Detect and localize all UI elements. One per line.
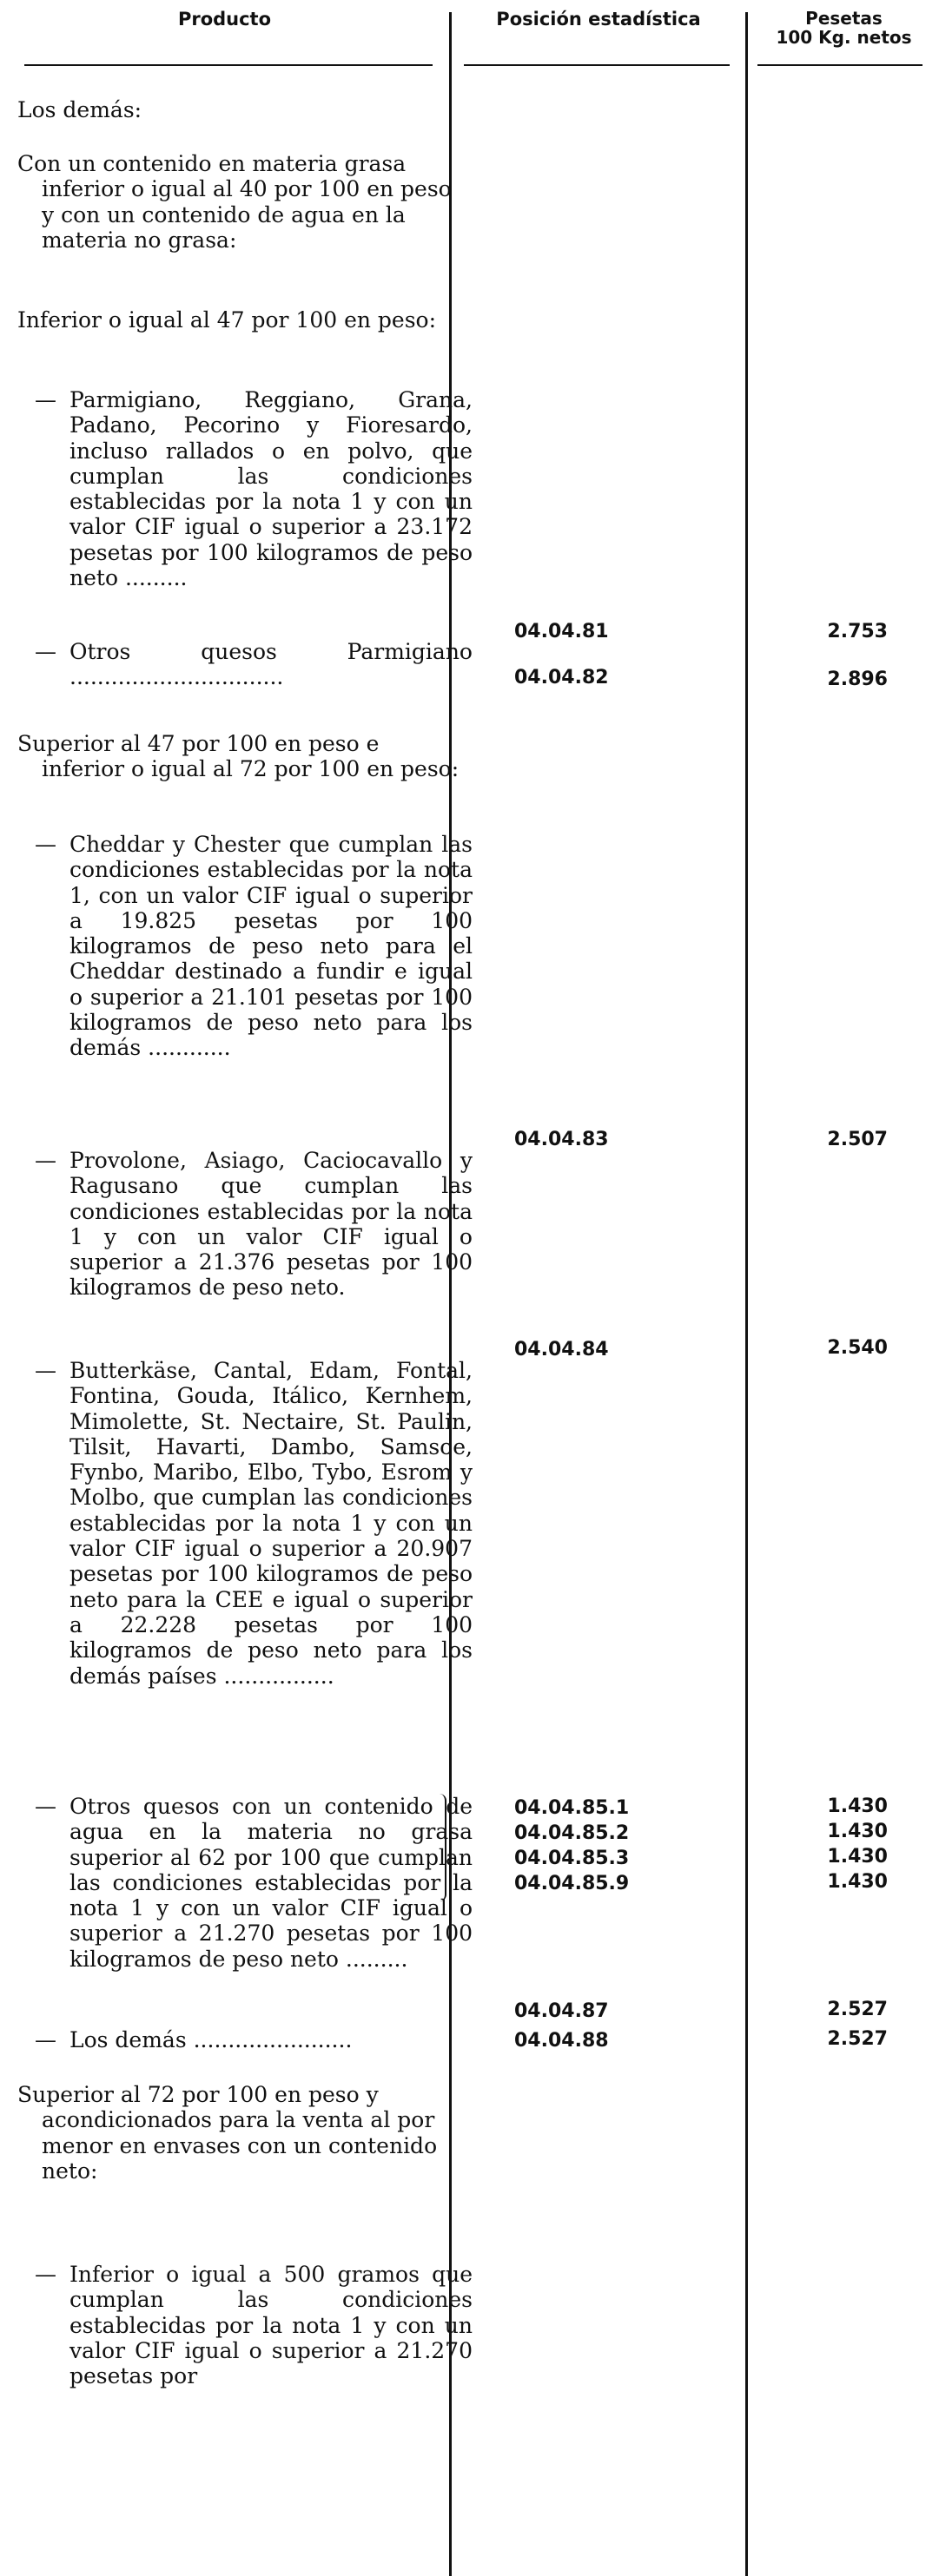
price-value: 1.430: [827, 1846, 888, 1868]
item-dash: —: [35, 2262, 56, 2287]
item-text: Otros quesos con un contenido de agua en la materia no grasa superior al 62 por 100 que cumplan las condiciones establecidas por la nota 1 y con un valor CIF igual o superior a 21.270 pesetas por 100 kilogramos de peso neto .........: [69, 1794, 473, 1972]
position-code: 04.04.81: [514, 621, 609, 642]
column-header-pesetas-line1: Pesetas: [805, 8, 883, 29]
list-item-los-demas: [35, 2027, 473, 2052]
position-code: 04.04.84: [514, 1339, 609, 1360]
column-header-producto: Producto: [177, 9, 272, 30]
header-rule-posicion: [464, 64, 730, 66]
item-text: Los demás .......................: [69, 2027, 353, 2052]
section-heading-los-demas: Los demás:: [17, 97, 142, 122]
section-heading-materia-grasa: Con un contenido en materia grasa inferior o igual al 40 por 100 en peso y con un contenido de agua en la materia no grasa:: [17, 151, 452, 253]
item-text: Cheddar y Chester que cumplan las condiciones establecidas por la nota 1, con un valor CIF igual o superior a 19.825 pesetas por 100 kilogramos de peso neto para el Cheddar destinado a fundir e igual o superior a 21.101 pesetas por 100 kilogramos de peso neto para los demás ............: [69, 832, 473, 1061]
price-value: 2.527: [827, 2028, 888, 2050]
position-code: 04.04.85.1: [514, 1797, 630, 1819]
item-text: Otros quesos Parmigiano ...............................: [69, 639, 473, 690]
list-item-inferior-500: [35, 2262, 473, 2388]
header-rule-pesetas: [757, 64, 922, 66]
list-item-provolone: [35, 1148, 473, 1301]
list-item-cheddar: [35, 832, 473, 1061]
price-value: 1.430: [827, 1871, 888, 1893]
position-code: 04.04.88: [514, 2030, 609, 2052]
item-dash: —: [35, 1794, 56, 1819]
list-item-parmigiano: [35, 387, 473, 590]
price-value: 2.540: [827, 1337, 888, 1359]
price-value: 2.753: [827, 621, 888, 642]
item-dash: —: [35, 2027, 56, 2052]
price-value: 1.430: [827, 1795, 888, 1817]
item-dash: —: [35, 1358, 56, 1383]
column-divider-2: [745, 12, 748, 2576]
list-item-butterkase: [35, 1358, 473, 1689]
list-item-otros-parmigiano: [35, 639, 473, 690]
item-dash: —: [35, 387, 56, 412]
item-text: Provolone, Asiago, Caciocavallo y Ragusano que cumplan las condiciones establecidas por la nota 1 y con un valor CIF igual o superior a 21.376 pesetas por 100 kilogramos de peso neto.: [69, 1148, 473, 1301]
item-dash: —: [35, 832, 56, 857]
price-value: 2.527: [827, 1999, 888, 2020]
position-code: 04.04.85.9: [514, 1873, 630, 1894]
item-dash: —: [35, 1148, 56, 1173]
price-value: 2.896: [827, 669, 888, 690]
item-text: Butterkäse, Cantal, Edam, Fontal, Fontina, Gouda, Itálico, Kernhem, Mimolette, St. Nectaire, St. Paulin, Tilsit, Havarti, Dambo, Samsoe, Fynbo, Maribo, Elbo, Tybo, Esrom y Molbo, que cumplan las condiciones establecidas por la nota 1 y con un valor CIF igual o superior a 20.907 pesetas por 100 kilogramos de peso neto para la CEE e igual o superior a 22.228 pesetas por 100 kilogramos de peso neto para los demás países ................: [69, 1358, 473, 1689]
price-value: 2.507: [827, 1129, 888, 1150]
position-code: 04.04.87: [514, 2000, 609, 2022]
header-rule-producto: [24, 64, 433, 66]
price-value: 1.430: [827, 1821, 888, 1842]
position-code: 04.04.83: [514, 1129, 609, 1150]
column-header-posicion: Posición estadística: [496, 9, 701, 30]
item-dash: —: [35, 639, 56, 664]
section-heading-superior-47: Superior al 47 por 100 en peso e inferior o igual al 72 por 100 en peso:: [17, 731, 460, 782]
item-text: Parmigiano, Reggiano, Grana, Padano, Pecorino y Fioresardo, incluso rallados o en polvo, que cumplan las condiciones establecidas por la nota 1 y con un valor CIF igual o superior a 23.172 pesetas por 100 kilogramos de peso neto .........: [69, 387, 473, 591]
position-code: 04.04.82: [514, 667, 609, 688]
section-heading-superior-72: Superior al 72 por 100 en peso y acondicionados para la venta al por menor en envases con un contenido neto:: [17, 2082, 438, 2184]
column-header-pesetas: [749, 9, 939, 47]
column-header-pesetas-line2: 100 Kg. netos: [776, 27, 912, 48]
section-heading-inferior-47: Inferior o igual al 47 por 100 en peso:: [17, 307, 437, 333]
position-code: 04.04.85.3: [514, 1848, 630, 1869]
item-text: Inferior o igual a 500 gramos que cumplan las condiciones establecidas por la nota 1 y con un valor CIF igual o superior a 21.270 pesetas por: [69, 2262, 473, 2389]
list-item-otros-quesos: [35, 1794, 473, 1972]
position-code: 04.04.85.2: [514, 1822, 630, 1844]
